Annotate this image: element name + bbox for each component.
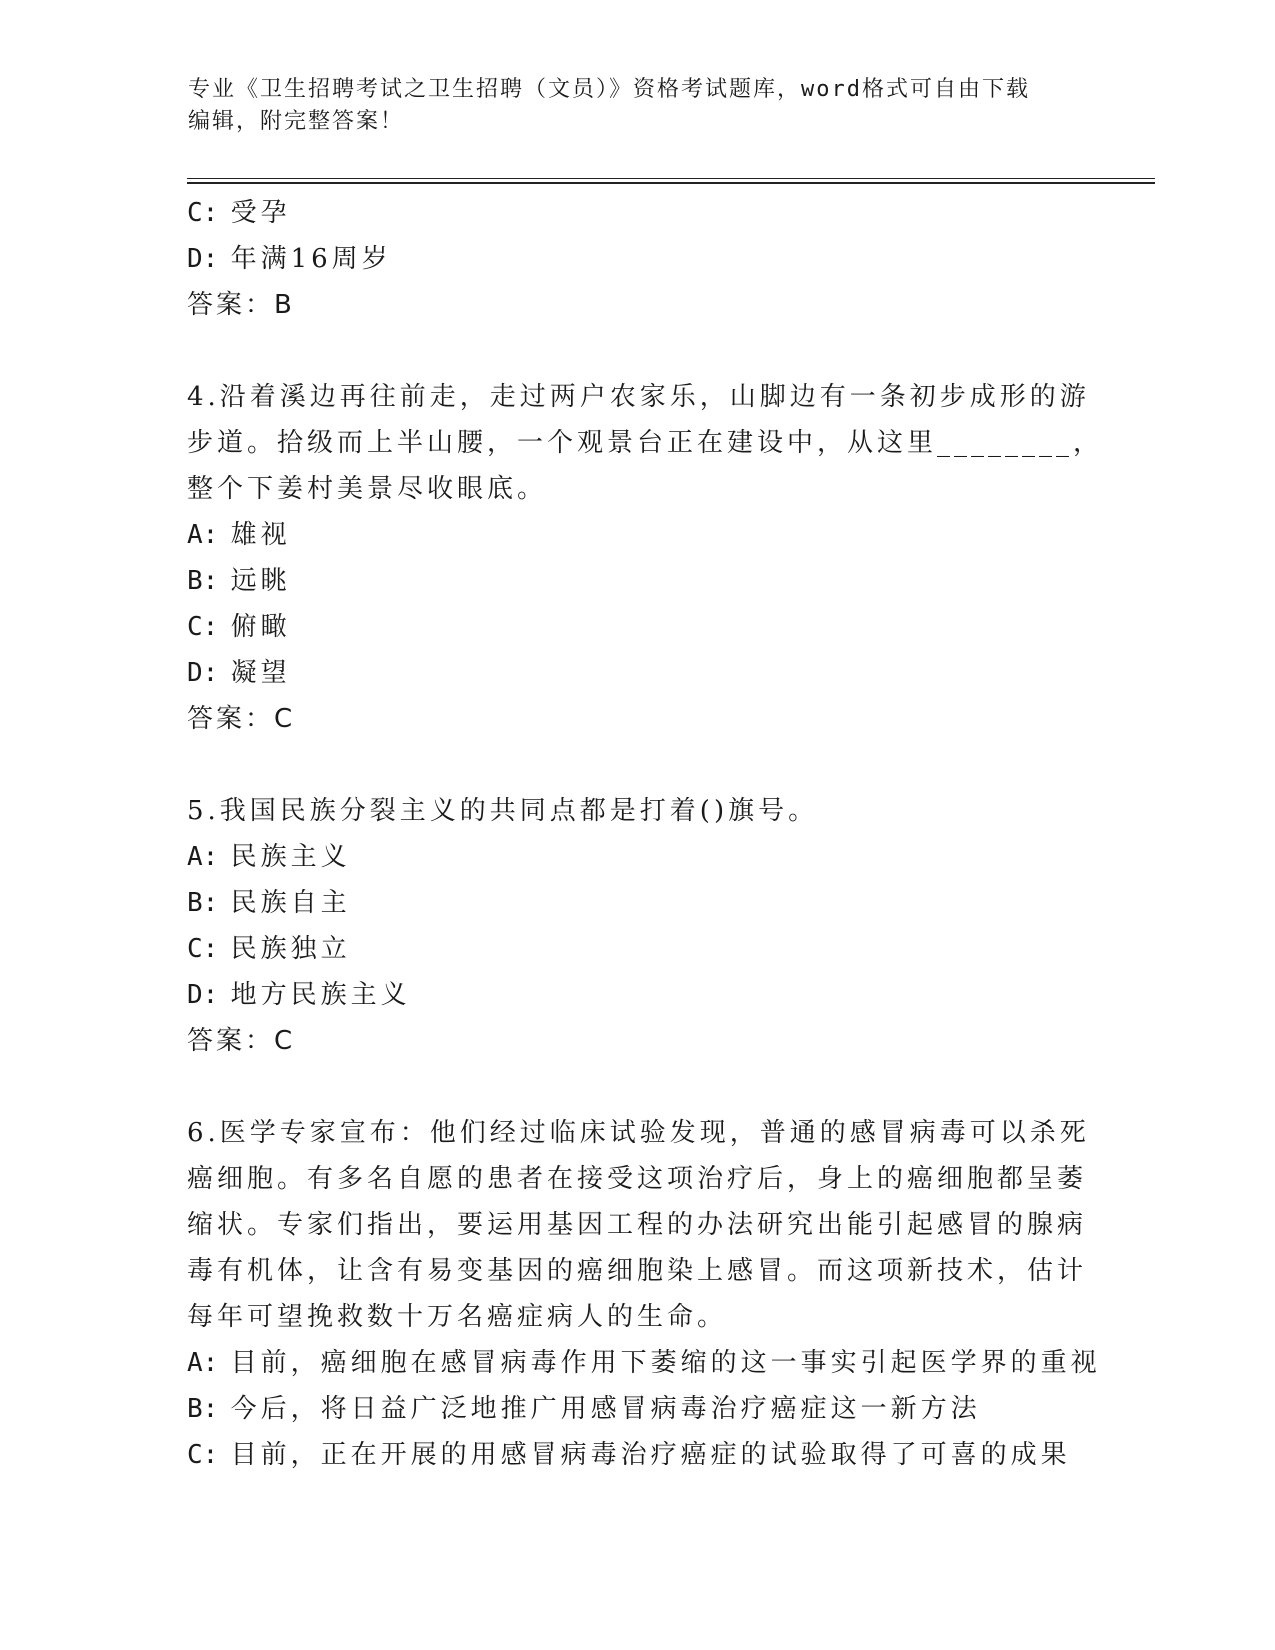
option-text: 今后，将日益广泛地推广用感冒病毒治疗癌症这一新方法 [230,1394,981,1424]
option-letter: C: [187,934,219,964]
answer-line: 答案：C [187,704,296,734]
question-stem-line: 毒有机体，让含有易变基因的癌细胞染上感冒。而这项新技术，估计 [187,1256,1088,1286]
option-b [187,558,1087,604]
option-letter: C: [187,612,219,642]
option-c [187,604,1087,650]
option-d [187,972,1087,1018]
option-a [187,834,1087,880]
header-divider-thin [187,178,1155,179]
header-line-1: 专业《卫生招聘考试之卫生招聘（文员）》资格考试题库，word格式可自由下载 [188,77,1030,102]
spacer [187,742,1087,788]
option-c [187,1432,1087,1478]
question-stem-line: 4.沿着溪边再往前走，走过两户农家乐，山脚边有一条初步成形的游 [187,382,1090,412]
option-letter: A: [187,1348,219,1378]
question-stem-line: 6.医学专家宣布：他们经过临床试验发现，普通的感冒病毒可以杀死 [187,1118,1090,1148]
option-text: 目前，癌细胞在感冒病毒作用下萎缩的这一事实引起医学界的重视 [230,1348,1101,1378]
header-line-2: 编辑，附完整答案！ [188,109,405,134]
option-b [187,880,1087,926]
question-6 [187,1110,1101,1478]
question-stem-line: 每年可望挽救数十万名癌症病人的生命。 [187,1302,728,1332]
option-text: 民族主义 [230,842,351,872]
question-4 [187,374,1104,742]
document-header [188,74,1088,138]
option-text: 雄视 [230,520,291,550]
option-text: 地方民族主义 [230,980,411,1010]
question-stem-line: 步道。拾级而上半山腰，一个观景台正在建设中，从这里________， [187,428,1104,458]
option-text: 俯瞰 [230,612,291,642]
option-letter: C: [187,1440,219,1470]
header-divider-thick [187,182,1155,184]
option-letter: D: [187,244,219,274]
option-text: 年满16周岁 [230,244,392,274]
option-text: 凝望 [230,658,291,688]
option-d [187,236,1087,282]
question-stem-line: 缩状。专家们指出，要运用基因工程的办法研究出能引起感冒的腺病 [187,1210,1088,1240]
option-text: 受孕 [230,198,291,228]
option-letter: D: [187,980,219,1010]
answer-line: 答案：C [187,1026,296,1056]
question-5 [187,788,1087,1064]
question-stem-line: 5.我国民族分裂主义的共同点都是打着()旗号。 [187,796,819,826]
option-letter: B: [187,1394,219,1424]
question-content [187,190,1104,1478]
spacer [187,1064,1087,1110]
option-letter: D: [187,658,219,688]
question-stem-line: 癌细胞。有多名自愿的患者在接受这项治疗后，身上的癌细胞都呈萎 [187,1164,1088,1194]
option-text: 民族独立 [230,934,351,964]
answer-line: 答案：B [187,290,295,320]
option-b [187,1386,1087,1432]
question-3-tail [187,190,1087,328]
option-letter: B: [187,888,219,918]
option-c [187,926,1087,972]
option-letter: A: [187,520,219,550]
option-a [187,1340,1101,1386]
option-d [187,650,1087,696]
option-a [187,512,1087,558]
question-stem-line: 整个下姜村美景尽收眼底。 [187,474,548,504]
option-c [187,190,1087,236]
option-letter: A: [187,842,219,872]
option-letter: C: [187,198,219,228]
spacer [187,328,1087,374]
option-letter: B: [187,566,219,596]
option-text: 远眺 [230,566,291,596]
option-text: 目前，正在开展的用感冒病毒治疗癌症的试验取得了可喜的成果 [230,1440,1071,1470]
option-text: 民族自主 [230,888,351,918]
